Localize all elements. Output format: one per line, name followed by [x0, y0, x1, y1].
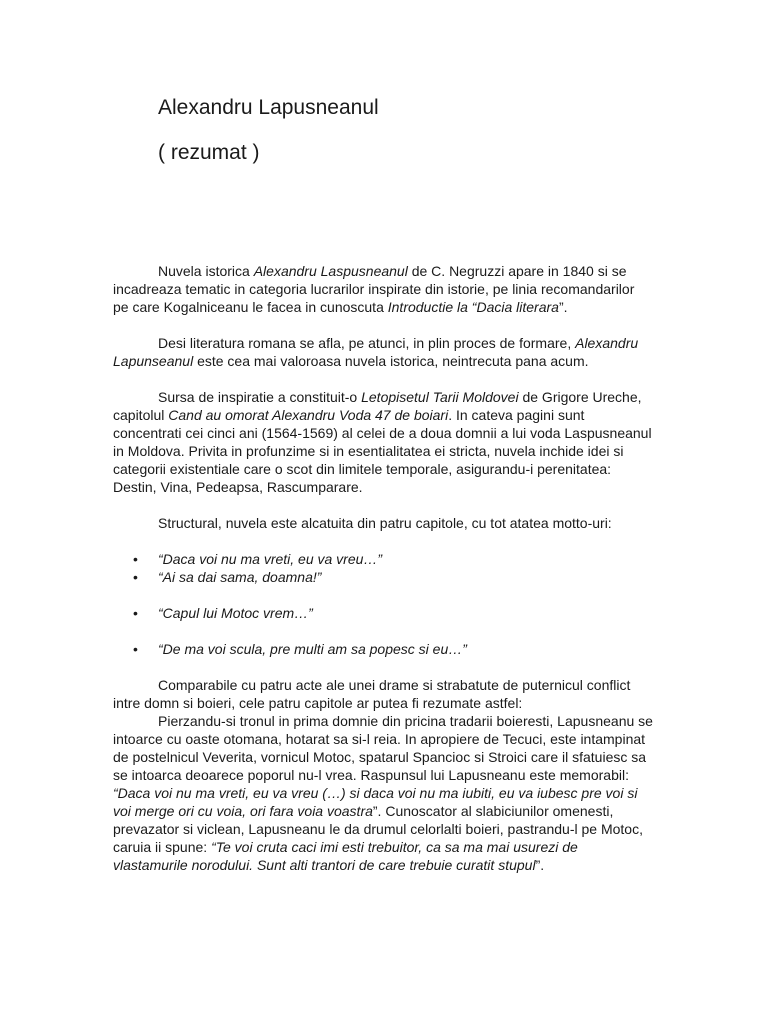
text-run: de Grigore Ureche, capitolul — [113, 389, 642, 423]
paragraph-structure — [113, 514, 653, 532]
text-run: ”. — [558, 299, 568, 315]
italic-title: Alexandru Laspusneanul — [253, 263, 408, 279]
italic-title: Letopisetul Tarii Moldovei — [361, 389, 519, 405]
text-run: este cea mai valoroasa nuvela istorica, neintrecuta pana acum. — [193, 353, 589, 369]
italic-quote: “Daca voi nu ma vreti, eu va vreu (…) si daca voi nu ma iubiti, eu va iubesc pre voi si voi merge ori cu voia, ori fara voia voastra — [113, 785, 638, 819]
document-title: Alexandru Lapusneanul — [158, 96, 379, 119]
bullet-icon: • — [133, 551, 138, 567]
list-item — [113, 604, 653, 622]
text-run: Comparabile cu patru acte ale unei drame si strabatute de puternicul conflict intre domn si boieri, cele patru capitole ar putea fi rezumate astfel: — [113, 677, 631, 711]
text-run: Pierzandu-si tronul in prima domnie din pricina tradarii boieresti, Lapusneanu se intoarce cu oaste otomana, hotarat sa si-l reia. In apropiere de Tecuci, este intampinat de postelnicul Veverita, vornicul Motoc, spatarul Spancioc si Stroici care il sfatuiesc sa se intoarca deoarece poporul nu-l vrea. Raspunsul lui Lapusneanu este memorabil: — [113, 713, 653, 783]
motto-text: “Daca voi nu ma vreti, eu va vreu…” — [158, 551, 383, 567]
list-item — [113, 550, 653, 568]
text-run: . In cateva pagini sunt concentrati cei cinci ani (1564-1569) al celei de a doua domnii a lui voda Laspusneanul in Moldova. Privita in profunzime si in esentialitatea ei stricta, nuvela inchide idei si categorii existentiale care o scot din limitele temporale, asigurandu-i perenitatea: Destin, Vina, Pedeapsa, Rascumparare. — [113, 407, 652, 495]
text-run: Structural, nuvela este alcatuita din patru capitole, cu tot atatea motto-uri: — [158, 515, 612, 531]
paragraph-comparison — [113, 676, 653, 712]
text-run: Nuvela istorica — [158, 263, 254, 279]
document-subtitle: ( rezumat ) — [158, 141, 260, 164]
italic-title: Introductie la “Dacia literara — [387, 299, 559, 315]
paragraph-intro — [113, 262, 653, 316]
text-run: Desi literatura romana se afla, pe atunci, in plin proces de formare, — [158, 335, 576, 351]
paragraph-summary — [113, 712, 653, 874]
text-run: ”. — [535, 857, 545, 873]
bullet-icon: • — [133, 605, 138, 621]
motto-text: “Ai sa dai sama, doamna!” — [158, 569, 322, 585]
bullet-icon: • — [133, 641, 138, 657]
motto-text: “Capul lui Motoc vrem…” — [158, 605, 313, 621]
text-run: de C. Negruzzi apare in 1840 si se incadreaza tematic in categoria lucrarilor inspirate din istorie, pe linia recomandarilor pe care Kogalniceanu le facea in cunoscuta — [113, 263, 635, 315]
text-run: ”. Cunoscator al slabiciunilor omenesti, prevazator si viclean, Lapusneanu le da drumul celorlalti boieri, pastrandu-l pe Motoc, caruia ii spune: — [113, 803, 643, 855]
list-item — [113, 640, 653, 658]
italic-quote: “Te voi cruta caci imi esti trebuitor, ca sa ma mai usurezi de vlastamurile norodului. Sunt alti trantori de care trebuie curatit stupul — [113, 839, 578, 873]
list-item — [113, 568, 653, 586]
paragraph-source — [113, 388, 653, 496]
paragraph-context — [113, 334, 653, 370]
bullet-icon: • — [133, 569, 138, 585]
italic-title: Alexandru Lapunseanul — [113, 335, 639, 369]
text-run: Sursa de inspiratie a constituit-o — [158, 389, 362, 405]
italic-title: Cand au omorat Alexandru Voda 47 de boiari — [168, 407, 449, 423]
document-body — [113, 262, 653, 874]
motto-text: “De ma voi scula, pre multi am sa popesc si eu…” — [158, 641, 467, 657]
motto-list — [113, 550, 653, 658]
